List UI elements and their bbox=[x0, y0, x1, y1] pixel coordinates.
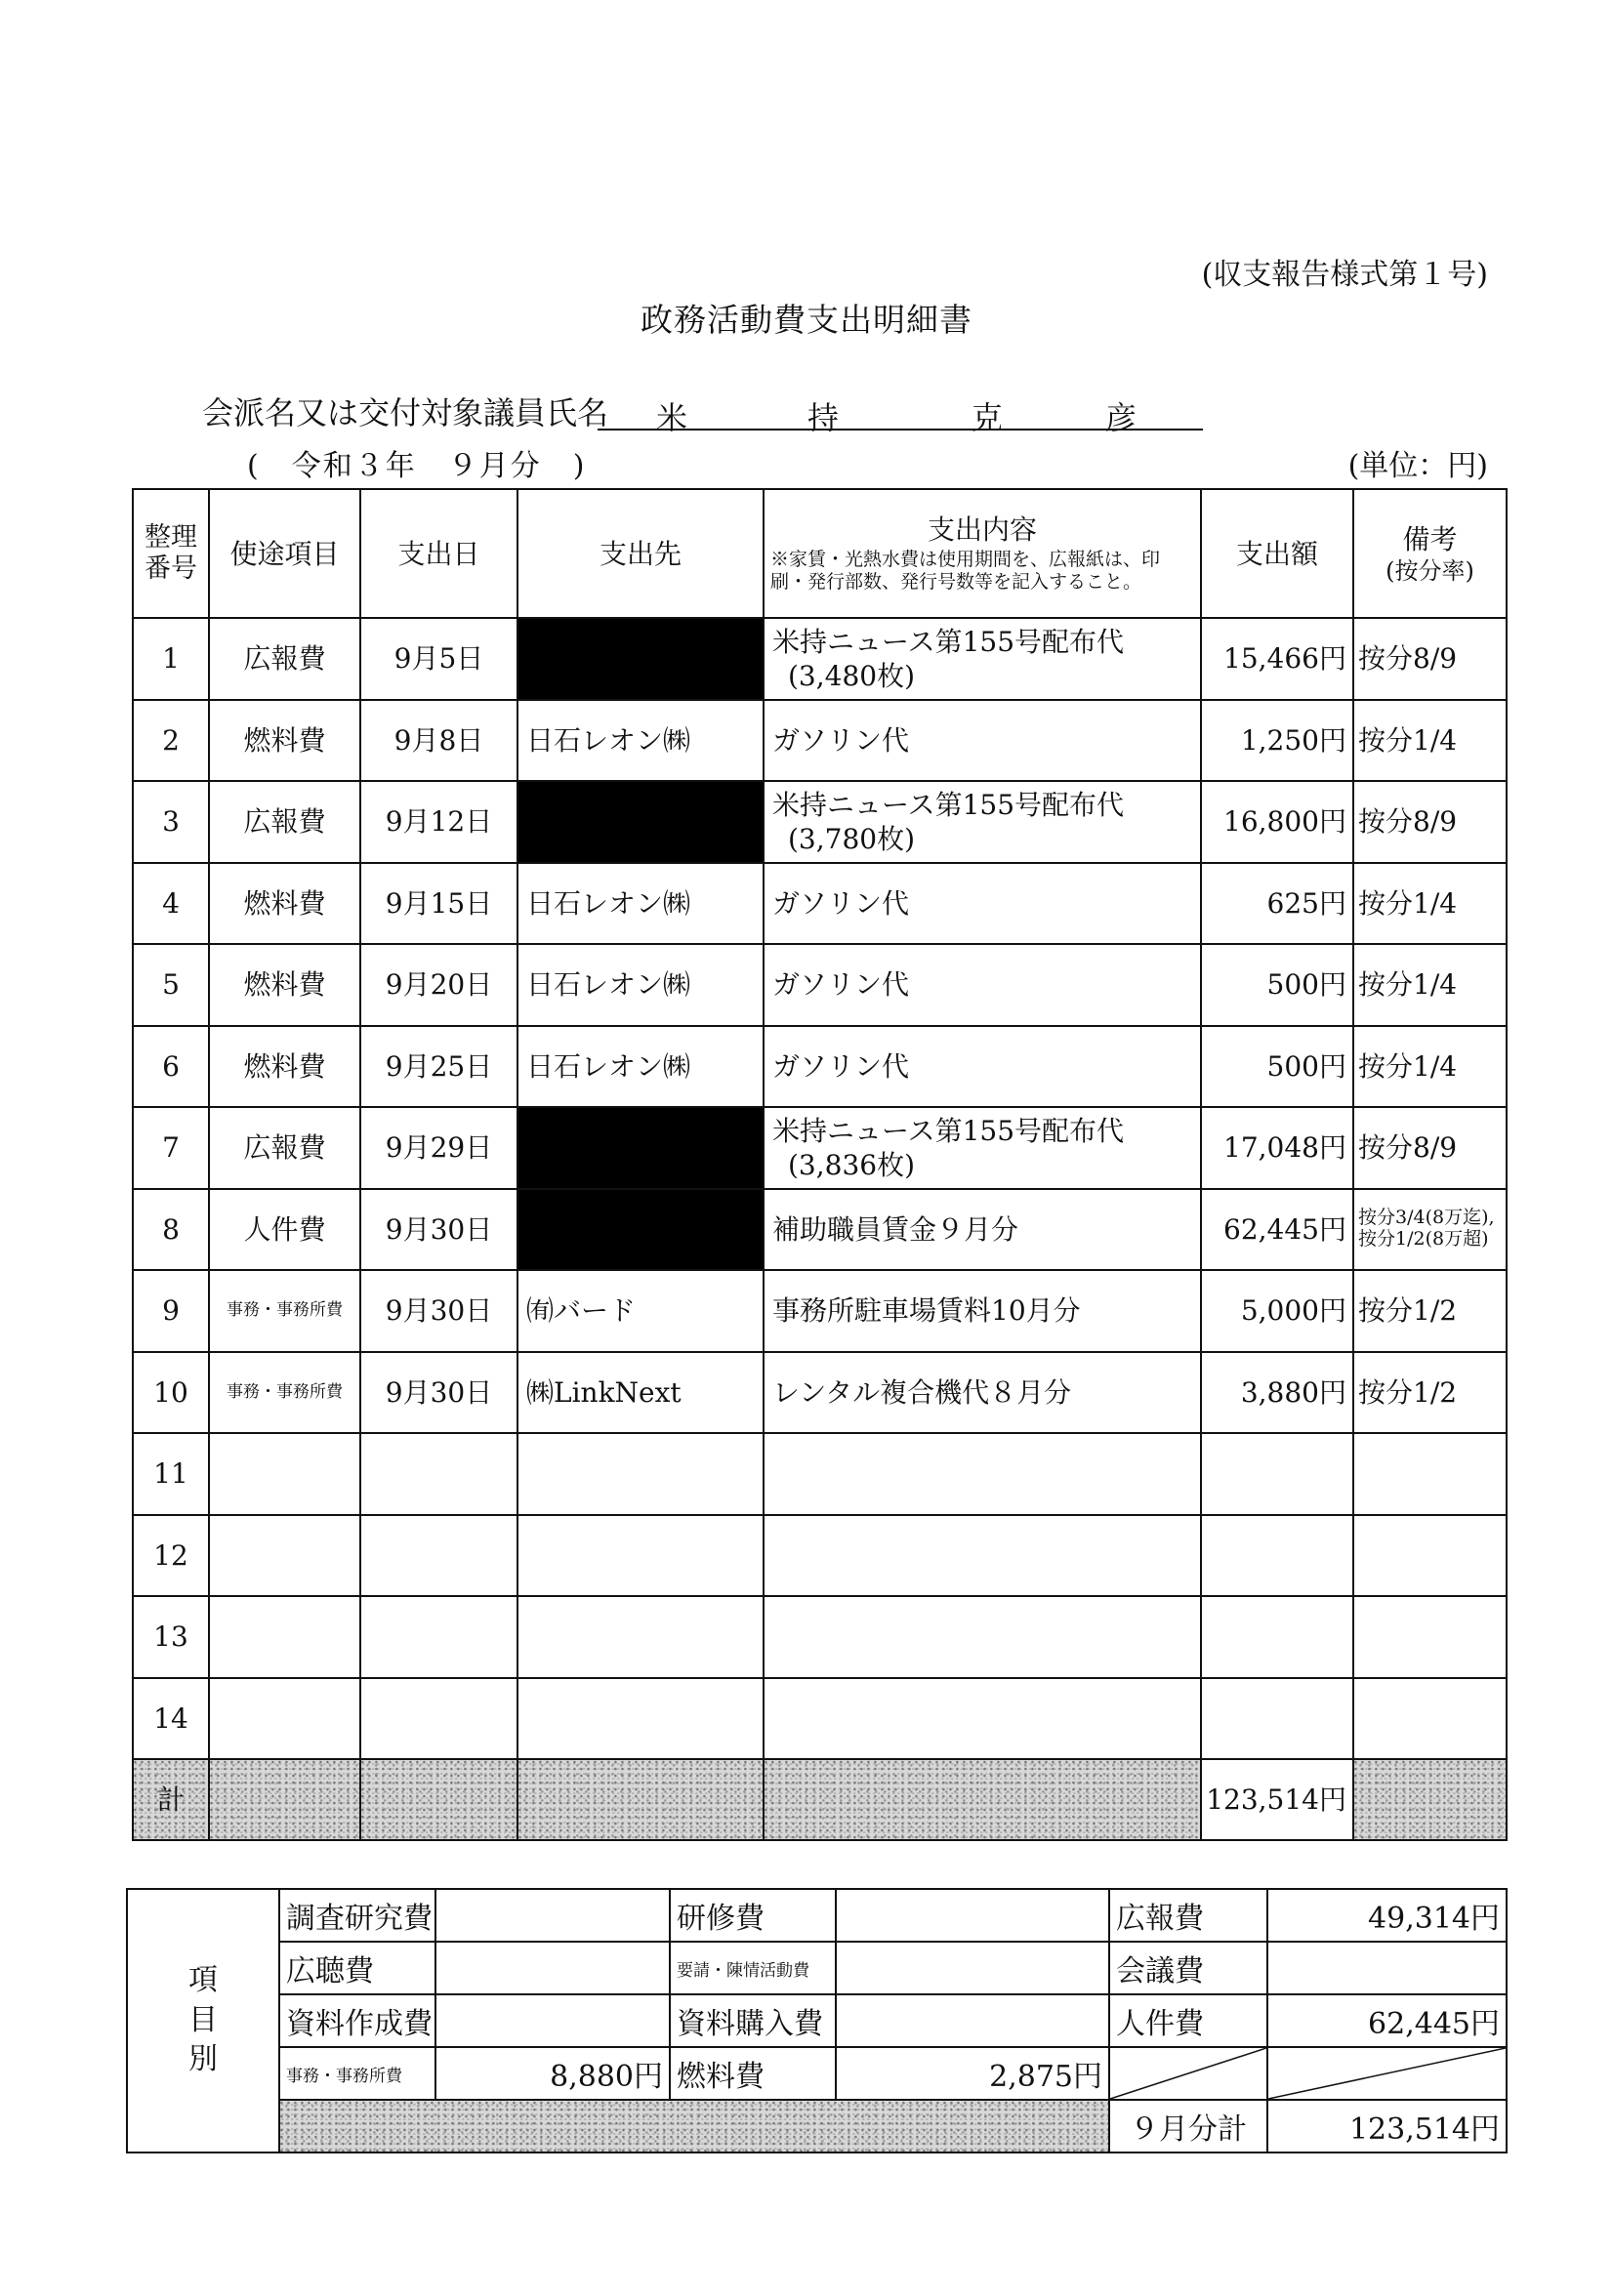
row-amount: 1,250円 bbox=[1201, 700, 1353, 782]
row-category: 事務・事務所費 bbox=[209, 1352, 360, 1434]
row-date: 9月30日 bbox=[360, 1189, 517, 1271]
row-number: 10 bbox=[133, 1352, 209, 1434]
row-amount: 500円 bbox=[1201, 1026, 1353, 1108]
material-buy-label: 資料購入費 bbox=[670, 1994, 836, 2047]
unit-label: (単位：円) bbox=[1347, 449, 1488, 483]
content-line-1: ガソリン代 bbox=[772, 1049, 910, 1083]
row-number: 1 bbox=[133, 618, 209, 700]
row-category bbox=[209, 1515, 360, 1597]
row-number: 9 bbox=[133, 1270, 209, 1352]
row-content bbox=[764, 1678, 1201, 1760]
row-payee bbox=[517, 1433, 764, 1515]
row-content bbox=[764, 1433, 1201, 1515]
summary-section-label bbox=[127, 1889, 279, 2152]
total-row bbox=[133, 1759, 1507, 1840]
row-date: 9月5日 bbox=[360, 618, 517, 700]
row-date: 9月30日 bbox=[360, 1270, 517, 1352]
total-shade-3 bbox=[517, 1759, 764, 1840]
summary-shaded-area bbox=[279, 2100, 1109, 2152]
row-note: 按分1/4 bbox=[1353, 1026, 1507, 1108]
total-shade-4 bbox=[764, 1759, 1201, 1840]
training-value bbox=[836, 1889, 1109, 1942]
row-note bbox=[1353, 1678, 1507, 1760]
total-amount: 123,514円 bbox=[1201, 1759, 1353, 1840]
row-content bbox=[764, 944, 1201, 1026]
row-number: 12 bbox=[133, 1515, 209, 1597]
petition-value bbox=[836, 1942, 1109, 1994]
row-note: 按分1/2 bbox=[1353, 1352, 1507, 1434]
row-number: 14 bbox=[133, 1678, 209, 1760]
table-row bbox=[133, 1107, 1507, 1189]
pr-label: 広報費 bbox=[1109, 1889, 1267, 1942]
row-note: 按分1/2 bbox=[1353, 1270, 1507, 1352]
row-content bbox=[764, 618, 1201, 700]
research-label: 調査研究費 bbox=[279, 1889, 435, 1942]
row-number: 3 bbox=[133, 781, 209, 863]
material-make-label: 資料作成費 bbox=[279, 1994, 435, 2047]
table-row bbox=[133, 1596, 1507, 1678]
hearing-value bbox=[435, 1942, 670, 1994]
table-row bbox=[133, 1270, 1507, 1352]
redacted-payee bbox=[517, 781, 764, 863]
row-payee: 日石レオン㈱ bbox=[517, 863, 764, 945]
row-number: 5 bbox=[133, 944, 209, 1026]
header-content bbox=[764, 489, 1201, 618]
header-note-title: 備考 bbox=[1402, 522, 1458, 555]
total-label: 計 bbox=[133, 1759, 209, 1840]
row-content bbox=[764, 700, 1201, 782]
total-shade-5 bbox=[1353, 1759, 1507, 1840]
table-row bbox=[133, 1189, 1507, 1271]
personnel-label: 人件費 bbox=[1109, 1994, 1267, 2047]
row-note: 按分8/9 bbox=[1353, 781, 1507, 863]
diagonal-line-2 bbox=[1268, 2048, 1506, 2099]
research-value bbox=[435, 1889, 670, 1942]
table-header-row bbox=[133, 489, 1507, 618]
hearing-label: 広聴費 bbox=[279, 1942, 435, 1994]
row-content bbox=[764, 1107, 1201, 1189]
row-category: 人件費 bbox=[209, 1189, 360, 1271]
table-row bbox=[133, 1026, 1507, 1108]
row-number: 13 bbox=[133, 1596, 209, 1678]
table-row bbox=[133, 618, 1507, 700]
row-amount: 17,048円 bbox=[1201, 1107, 1353, 1189]
row-note: 按分1/4 bbox=[1353, 863, 1507, 945]
redacted-payee bbox=[517, 1189, 764, 1271]
row-category: 燃料費 bbox=[209, 700, 360, 782]
row-date: 9月30日 bbox=[360, 1352, 517, 1434]
row-number: 7 bbox=[133, 1107, 209, 1189]
row-note bbox=[1353, 1433, 1507, 1515]
row-category bbox=[209, 1678, 360, 1760]
header-amount: 支出額 bbox=[1201, 489, 1353, 618]
table-row bbox=[133, 863, 1507, 945]
row-payee bbox=[517, 1596, 764, 1678]
name-char-3: 克 bbox=[972, 399, 1004, 436]
row-date: 9月8日 bbox=[360, 700, 517, 782]
row-amount bbox=[1201, 1678, 1353, 1760]
content-line-1: レンタル複合機代８月分 bbox=[772, 1375, 1072, 1409]
content-line-1: 米持ニュース第155号配布代 bbox=[772, 625, 1125, 658]
row-date bbox=[360, 1515, 517, 1597]
form-number: (収支報告様式第１号) bbox=[1201, 258, 1488, 292]
content-line-2: (3,780枚) bbox=[788, 822, 916, 855]
fuel-label: 燃料費 bbox=[670, 2047, 836, 2100]
content-line-1: ガソリン代 bbox=[772, 968, 910, 1002]
row-date bbox=[360, 1596, 517, 1678]
row-number: 2 bbox=[133, 700, 209, 782]
row-payee: 日石レオン㈱ bbox=[517, 944, 764, 1026]
row-payee bbox=[517, 1515, 764, 1597]
content-line-1: 米持ニュース第155号配布代 bbox=[772, 788, 1125, 821]
row-amount: 625円 bbox=[1201, 863, 1353, 945]
row-content bbox=[764, 1270, 1201, 1352]
name-char-1: 米 bbox=[656, 399, 688, 436]
content-line-1: 米持ニュース第155号配布代 bbox=[772, 1114, 1125, 1147]
table-row bbox=[133, 781, 1507, 863]
row-note: 按分1/4 bbox=[1353, 944, 1507, 1026]
row-content bbox=[764, 1189, 1201, 1271]
row-category: 広報費 bbox=[209, 1107, 360, 1189]
name-char-4: 彦 bbox=[1105, 399, 1137, 436]
table-row bbox=[133, 700, 1507, 782]
office-value: 8,880円 bbox=[435, 2047, 670, 2100]
redacted-payee bbox=[517, 1107, 764, 1189]
row-date: 9月29日 bbox=[360, 1107, 517, 1189]
row-payee: ㈲バード bbox=[517, 1270, 764, 1352]
header-content-note: ※家賃・光熱水費は使用期間を、広報紙は、印刷・発行部数、発行号数等を記入すること。 bbox=[770, 548, 1161, 593]
row-number: 4 bbox=[133, 863, 209, 945]
row-amount: 5,000円 bbox=[1201, 1270, 1353, 1352]
meeting-label: 会議費 bbox=[1109, 1942, 1267, 1994]
row-date: 9月15日 bbox=[360, 863, 517, 945]
row-content bbox=[764, 1026, 1201, 1108]
row-category bbox=[209, 1596, 360, 1678]
row-number: 6 bbox=[133, 1026, 209, 1108]
row-date bbox=[360, 1433, 517, 1515]
content-line-2: (3,480枚) bbox=[788, 659, 916, 692]
table-row bbox=[133, 944, 1507, 1026]
row-content bbox=[764, 863, 1201, 945]
row-note bbox=[1353, 1596, 1507, 1678]
redacted-payee bbox=[517, 618, 764, 700]
row-category: 燃料費 bbox=[209, 944, 360, 1026]
row-category: 燃料費 bbox=[209, 863, 360, 945]
month-total-label: ９月分計 bbox=[1109, 2100, 1267, 2152]
total-shade-1 bbox=[209, 1759, 360, 1840]
table-row bbox=[133, 1352, 1507, 1434]
pr-value: 49,314円 bbox=[1267, 1889, 1507, 1942]
row-note: 按分1/4 bbox=[1353, 700, 1507, 782]
row-number: 8 bbox=[133, 1189, 209, 1271]
row-content bbox=[764, 1352, 1201, 1434]
row-payee bbox=[517, 1678, 764, 1760]
row-amount: 500円 bbox=[1201, 944, 1353, 1026]
content-line-1: ガソリン代 bbox=[772, 886, 910, 920]
row-amount bbox=[1201, 1596, 1353, 1678]
section-label-text: 項目別 bbox=[188, 1963, 218, 2077]
row-category bbox=[209, 1433, 360, 1515]
row-payee: ㈱LinkNext bbox=[517, 1352, 764, 1434]
diagonal-empty-cell-2 bbox=[1267, 2047, 1507, 2100]
row-category: 広報費 bbox=[209, 618, 360, 700]
member-name-field bbox=[598, 393, 1203, 436]
row-content bbox=[764, 781, 1201, 863]
row-date: 9月25日 bbox=[360, 1026, 517, 1108]
header-note-sub: (按分率) bbox=[1386, 556, 1474, 585]
row-amount bbox=[1201, 1515, 1353, 1597]
header-payee: 支出先 bbox=[517, 489, 764, 618]
row-number: 11 bbox=[133, 1433, 209, 1515]
row-amount bbox=[1201, 1433, 1353, 1515]
training-label: 研修費 bbox=[670, 1889, 836, 1942]
expenditure-table bbox=[132, 488, 1508, 1841]
month-total-value: 123,514円 bbox=[1267, 2100, 1507, 2152]
row-date bbox=[360, 1678, 517, 1760]
row-category: 燃料費 bbox=[209, 1026, 360, 1108]
row-category: 広報費 bbox=[209, 781, 360, 863]
fuel-value: 2,875円 bbox=[836, 2047, 1109, 2100]
total-shade-2 bbox=[360, 1759, 517, 1840]
row-date: 9月20日 bbox=[360, 944, 517, 1026]
name-char-2: 持 bbox=[807, 399, 840, 436]
table-row bbox=[133, 1433, 1507, 1515]
row-payee: 日石レオン㈱ bbox=[517, 1026, 764, 1108]
row-payee: 日石レオン㈱ bbox=[517, 700, 764, 782]
table-row bbox=[133, 1678, 1507, 1760]
petition-label: 要請・陳情活動費 bbox=[670, 1942, 836, 1994]
row-note: 按分8/9 bbox=[1353, 618, 1507, 700]
content-line-1: 事務所駐車場賃料10月分 bbox=[772, 1294, 1081, 1328]
office-label: 事務・事務所費 bbox=[279, 2047, 435, 2100]
row-amount: 3,880円 bbox=[1201, 1352, 1353, 1434]
row-content bbox=[764, 1515, 1201, 1597]
table-row bbox=[133, 1515, 1507, 1597]
meeting-value bbox=[1267, 1942, 1507, 1994]
document-title: 政務活動費支出明細書 bbox=[641, 301, 972, 339]
row-amount: 15,466円 bbox=[1201, 618, 1353, 700]
header-note bbox=[1353, 489, 1507, 618]
row-amount: 16,800円 bbox=[1201, 781, 1353, 863]
header-content-title: 支出内容 bbox=[927, 512, 1037, 546]
diagonal-empty-cell-1 bbox=[1109, 2047, 1267, 2100]
header-category: 使途項目 bbox=[209, 489, 360, 618]
name-label: 会派名又は交付対象議員氏名 bbox=[202, 394, 609, 431]
material-buy-value bbox=[836, 1994, 1109, 2047]
diagonal-line-1 bbox=[1110, 2048, 1266, 2099]
row-content bbox=[764, 1596, 1201, 1678]
content-line-1: ガソリン代 bbox=[772, 723, 910, 757]
material-make-value bbox=[435, 1994, 670, 2047]
content-line-2: (3,836枚) bbox=[788, 1148, 916, 1181]
row-date: 9月12日 bbox=[360, 781, 517, 863]
category-summary-table bbox=[126, 1888, 1508, 2153]
header-no: 整理番号 bbox=[133, 489, 209, 618]
period-label: ( 令和３年 ９月分 ) bbox=[247, 449, 587, 483]
row-category: 事務・事務所費 bbox=[209, 1270, 360, 1352]
row-note bbox=[1353, 1515, 1507, 1597]
content-line-1: 補助職員賃金９月分 bbox=[772, 1212, 1019, 1246]
personnel-value: 62,445円 bbox=[1267, 1994, 1507, 2047]
header-date: 支出日 bbox=[360, 489, 517, 618]
row-amount: 62,445円 bbox=[1201, 1189, 1353, 1271]
row-note: 按分3/4(8万迄),按分1/2(8万超) bbox=[1353, 1189, 1507, 1271]
row-note: 按分8/9 bbox=[1353, 1107, 1507, 1189]
